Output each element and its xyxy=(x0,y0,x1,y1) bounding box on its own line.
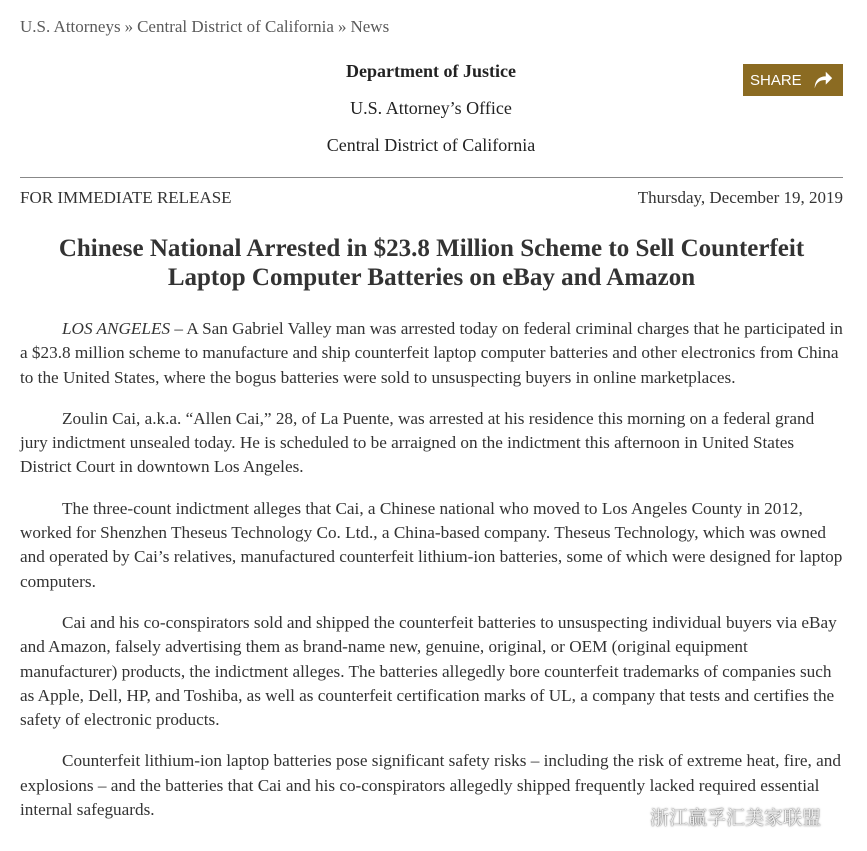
article-body xyxy=(20,317,843,839)
breadcrumb xyxy=(20,17,389,37)
breadcrumb-link-news[interactable]: News xyxy=(350,17,390,36)
article-paragraph xyxy=(20,317,843,390)
dateline: LOS ANGELES xyxy=(62,319,171,338)
share-arrow-icon xyxy=(812,69,834,91)
watermark-text: 浙江赢孚汇美家联盟 xyxy=(650,807,822,829)
article-paragraph: Counterfeit lithium-ion laptop batteries pose significant safety risks – including the risk of extreme heat, fire, and explosions – and the batteries that Cai and his co-conspirators allegedly shipped frequently lacked required essential internal safeguards. xyxy=(20,751,841,820)
paragraph-text: – A San Gabriel Valley man was arrested today on federal criminal charges that he participated in a $23.8 million scheme to manufacture and ship counterfeit laptop computer batteries and other electronics from China to the United States, where the bogus batteries were sold to unsuspecting buyers in online marketplaces. xyxy=(20,319,843,387)
district-name: Central District of California xyxy=(326,135,536,155)
office-header xyxy=(0,60,862,156)
release-date: Thursday, December 19, 2019 xyxy=(637,188,843,207)
header-divider xyxy=(20,177,843,178)
wechat-icon xyxy=(618,804,644,830)
office-name: U.S. Attorney’s Office xyxy=(350,98,512,118)
article-paragraph: The three-count indictment alleges that Cai, a Chinese national who moved to Los Angeles County in 2012, worked for Shenzhen Theseus Technology Co. Ltd., a China-based company. Theseus Technology, which was owned and operated by Cai’s relatives, manufactured counterfeit lithium-ion batteries, some of which were designed for laptop computers. xyxy=(20,498,843,591)
press-release-headline: Chinese National Arrested in $23.8 Million Scheme to Sell Counterfeit Laptop Computer Batteries on eBay and Amazon xyxy=(58,235,805,291)
department-name: Department of Justice xyxy=(346,61,516,81)
article-paragraph: Cai and his co-conspirators sold and shipped the counterfeit batteries to unsuspecting individual buyers via eBay and Amazon, falsely advertising them as brand-name new, genuine, original, or OEM (original equipment manufacturer) products, the indictment alleges. The batteries allegedly bore counterfeit trademarks of companies such as Apple, Dell, HP, and Toshiba, as well as counterfeit certification marks of UL, a company that tests and certifies the safety of electronic products. xyxy=(20,612,837,730)
article-paragraph: Zoulin Cai, a.k.a. “Allen Cai,” 28, of La Puente, was arrested at his residence this morning on a federal grand jury indictment unsealed today. He is scheduled to be arraigned on the indictment this afternoon in United States District Court in downtown Los Angeles. xyxy=(20,408,815,477)
breadcrumb-link-central-district[interactable]: Central District of California xyxy=(137,17,334,36)
breadcrumb-link-us-attorneys[interactable]: U.S. Attorneys xyxy=(20,17,121,36)
share-button[interactable] xyxy=(743,64,843,96)
breadcrumb-separator: » xyxy=(124,17,134,36)
share-label: SHARE xyxy=(750,71,802,89)
wechat-watermark xyxy=(618,803,821,830)
release-label: FOR IMMEDIATE RELEASE xyxy=(20,188,232,207)
breadcrumb-separator: » xyxy=(337,17,347,36)
